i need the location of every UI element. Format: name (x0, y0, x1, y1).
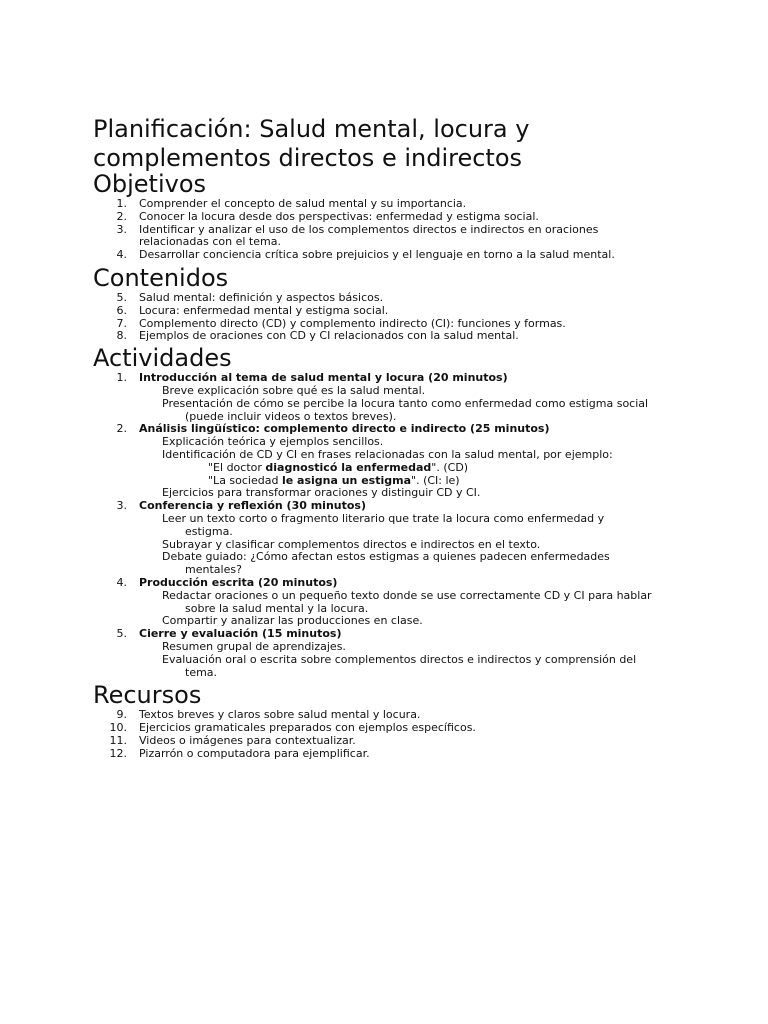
list-number: 12. (109, 746, 127, 760)
title-line-2: complementos directos e indirectos (93, 144, 523, 172)
list-number: 5. (116, 627, 127, 641)
activity-subitem: Breve explicación sobre qué es la salud mental. (162, 383, 426, 397)
example-highlight: le asigna un estigma (281, 473, 412, 487)
activity-subitem: Explicación teórica y ejemplos sencillos. (162, 435, 384, 449)
recursos-list (93, 709, 653, 760)
activity-subitem: Identificación de CD y CI en frases relacionadas con la salud mental, por ejemplo: (162, 447, 613, 461)
activity-subitem: Subrayar y clasificar complementos directos e indirectos en el texto. (162, 537, 541, 551)
list-number: 4. (116, 248, 127, 262)
example-highlight: diagnosticó la enfermedad (265, 460, 432, 474)
contenidos-list (93, 292, 653, 343)
section-heading-contenidos: Contenidos (93, 263, 229, 292)
list-number: 1. (116, 371, 127, 385)
list-number: 7. (116, 316, 127, 330)
list-text: Salud mental: definición y aspectos básicos. (139, 290, 384, 304)
list-text: Locura: enfermedad mental y estigma social. (139, 303, 389, 317)
list-text: Ejercicios gramaticales preparados con ejemplos específicos. (139, 721, 476, 735)
list-number: 9. (116, 708, 127, 722)
list-number: 2. (116, 209, 127, 223)
activity-item (93, 500, 653, 577)
list-item (93, 224, 653, 250)
list-text: Textos breves y claros sobre salud mental y locura. (139, 708, 421, 722)
activity-item (93, 423, 653, 500)
activity-subitem: Compartir y analizar las producciones en clase. (162, 614, 423, 628)
list-text: Comprender el concepto de salud mental y su importancia. (139, 197, 467, 210)
list-item (93, 330, 653, 343)
example-text: ". (CD) (431, 460, 469, 474)
objetivos-list (93, 198, 653, 262)
example-text: "El doctor (208, 460, 266, 474)
activity-subitem: Evaluación oral o escrita sobre complementos directos e indirectos y comprensión del tema. (162, 652, 637, 679)
activity-subitem: Ejercicios para transformar oraciones y distinguir CD y CI. (162, 486, 481, 500)
section-heading-actividades: Actividades (93, 344, 232, 373)
list-text: Identificar y analizar el uso de los complementos directos e indirectos en oraciones relacionadas con el tema. (139, 222, 599, 249)
activity-subitem: Leer un texto corto o fragmento literario que trate la locura como enfermedad y estigma. (162, 511, 605, 538)
list-number: 3. (116, 222, 127, 236)
list-item (93, 748, 653, 761)
list-number: 11. (109, 733, 127, 747)
activity-title: Producción escrita (20 minutos) (139, 575, 338, 589)
list-item (93, 249, 653, 262)
document-title (93, 115, 653, 173)
list-text: Ejemplos de oraciones con CD y CI relacionados con la salud mental. (139, 329, 519, 343)
activity-subitem: Debate guiado: ¿Cómo afectan estos estigmas a quienes padecen enfermedades mentales? (162, 550, 610, 577)
list-number: 5. (116, 290, 127, 304)
list-text: Videos o imágenes para contextualizar. (139, 733, 356, 747)
section-heading-objetivos: Objetivos (93, 170, 207, 198)
list-text: Desarrollar conciencia crítica sobre prejuicios y el lenguaje en torno a la salud mental. (139, 248, 615, 262)
list-number: 8. (116, 329, 127, 343)
activity-item (93, 628, 653, 679)
list-text: Complemento directo (CD) y complemento indirecto (CI): funciones y formas. (139, 316, 566, 330)
activity-title: Análisis lingüístico: complemento directo e indirecto (25 minutos) (139, 422, 550, 436)
title-line-1: Planificación: Salud mental, locura y (93, 115, 530, 143)
example-text: "La sociedad (208, 473, 282, 487)
activity-item (93, 577, 653, 628)
list-number: 1. (116, 197, 127, 210)
activity-title: Introducción al tema de salud mental y locura (20 minutos) (139, 371, 508, 385)
activity-subitem: Resumen grupal de aprendizajes. (162, 639, 346, 653)
list-number: 10. (109, 721, 127, 735)
section-heading-recursos: Recursos (93, 681, 202, 710)
list-number: 4. (116, 575, 127, 589)
list-text: Pizarrón o computadora para ejemplificar. (139, 746, 370, 760)
activity-item (93, 372, 653, 423)
list-number: 2. (116, 422, 127, 436)
activity-title: Cierre y evaluación (15 minutos) (139, 627, 342, 641)
example-text: ". (CI: le) (411, 473, 460, 487)
actividades-list (93, 372, 653, 679)
activity-title: Conferencia y reflexión (30 minutos) (139, 499, 366, 513)
list-number: 3. (116, 499, 127, 513)
list-text: Conocer la locura desde dos perspectivas: enfermedad y estigma social. (139, 209, 539, 223)
activity-subitem: Presentación de cómo se percibe la locura tanto como enfermedad como estigma social (puede incluir videos o textos breves). (162, 396, 649, 423)
activity-subitem: Redactar oraciones o un pequeño texto donde se use correctamente CD y CI para hablar sobre la salud mental y la locura. (162, 588, 652, 615)
list-number: 6. (116, 303, 127, 317)
document-page (93, 115, 653, 760)
